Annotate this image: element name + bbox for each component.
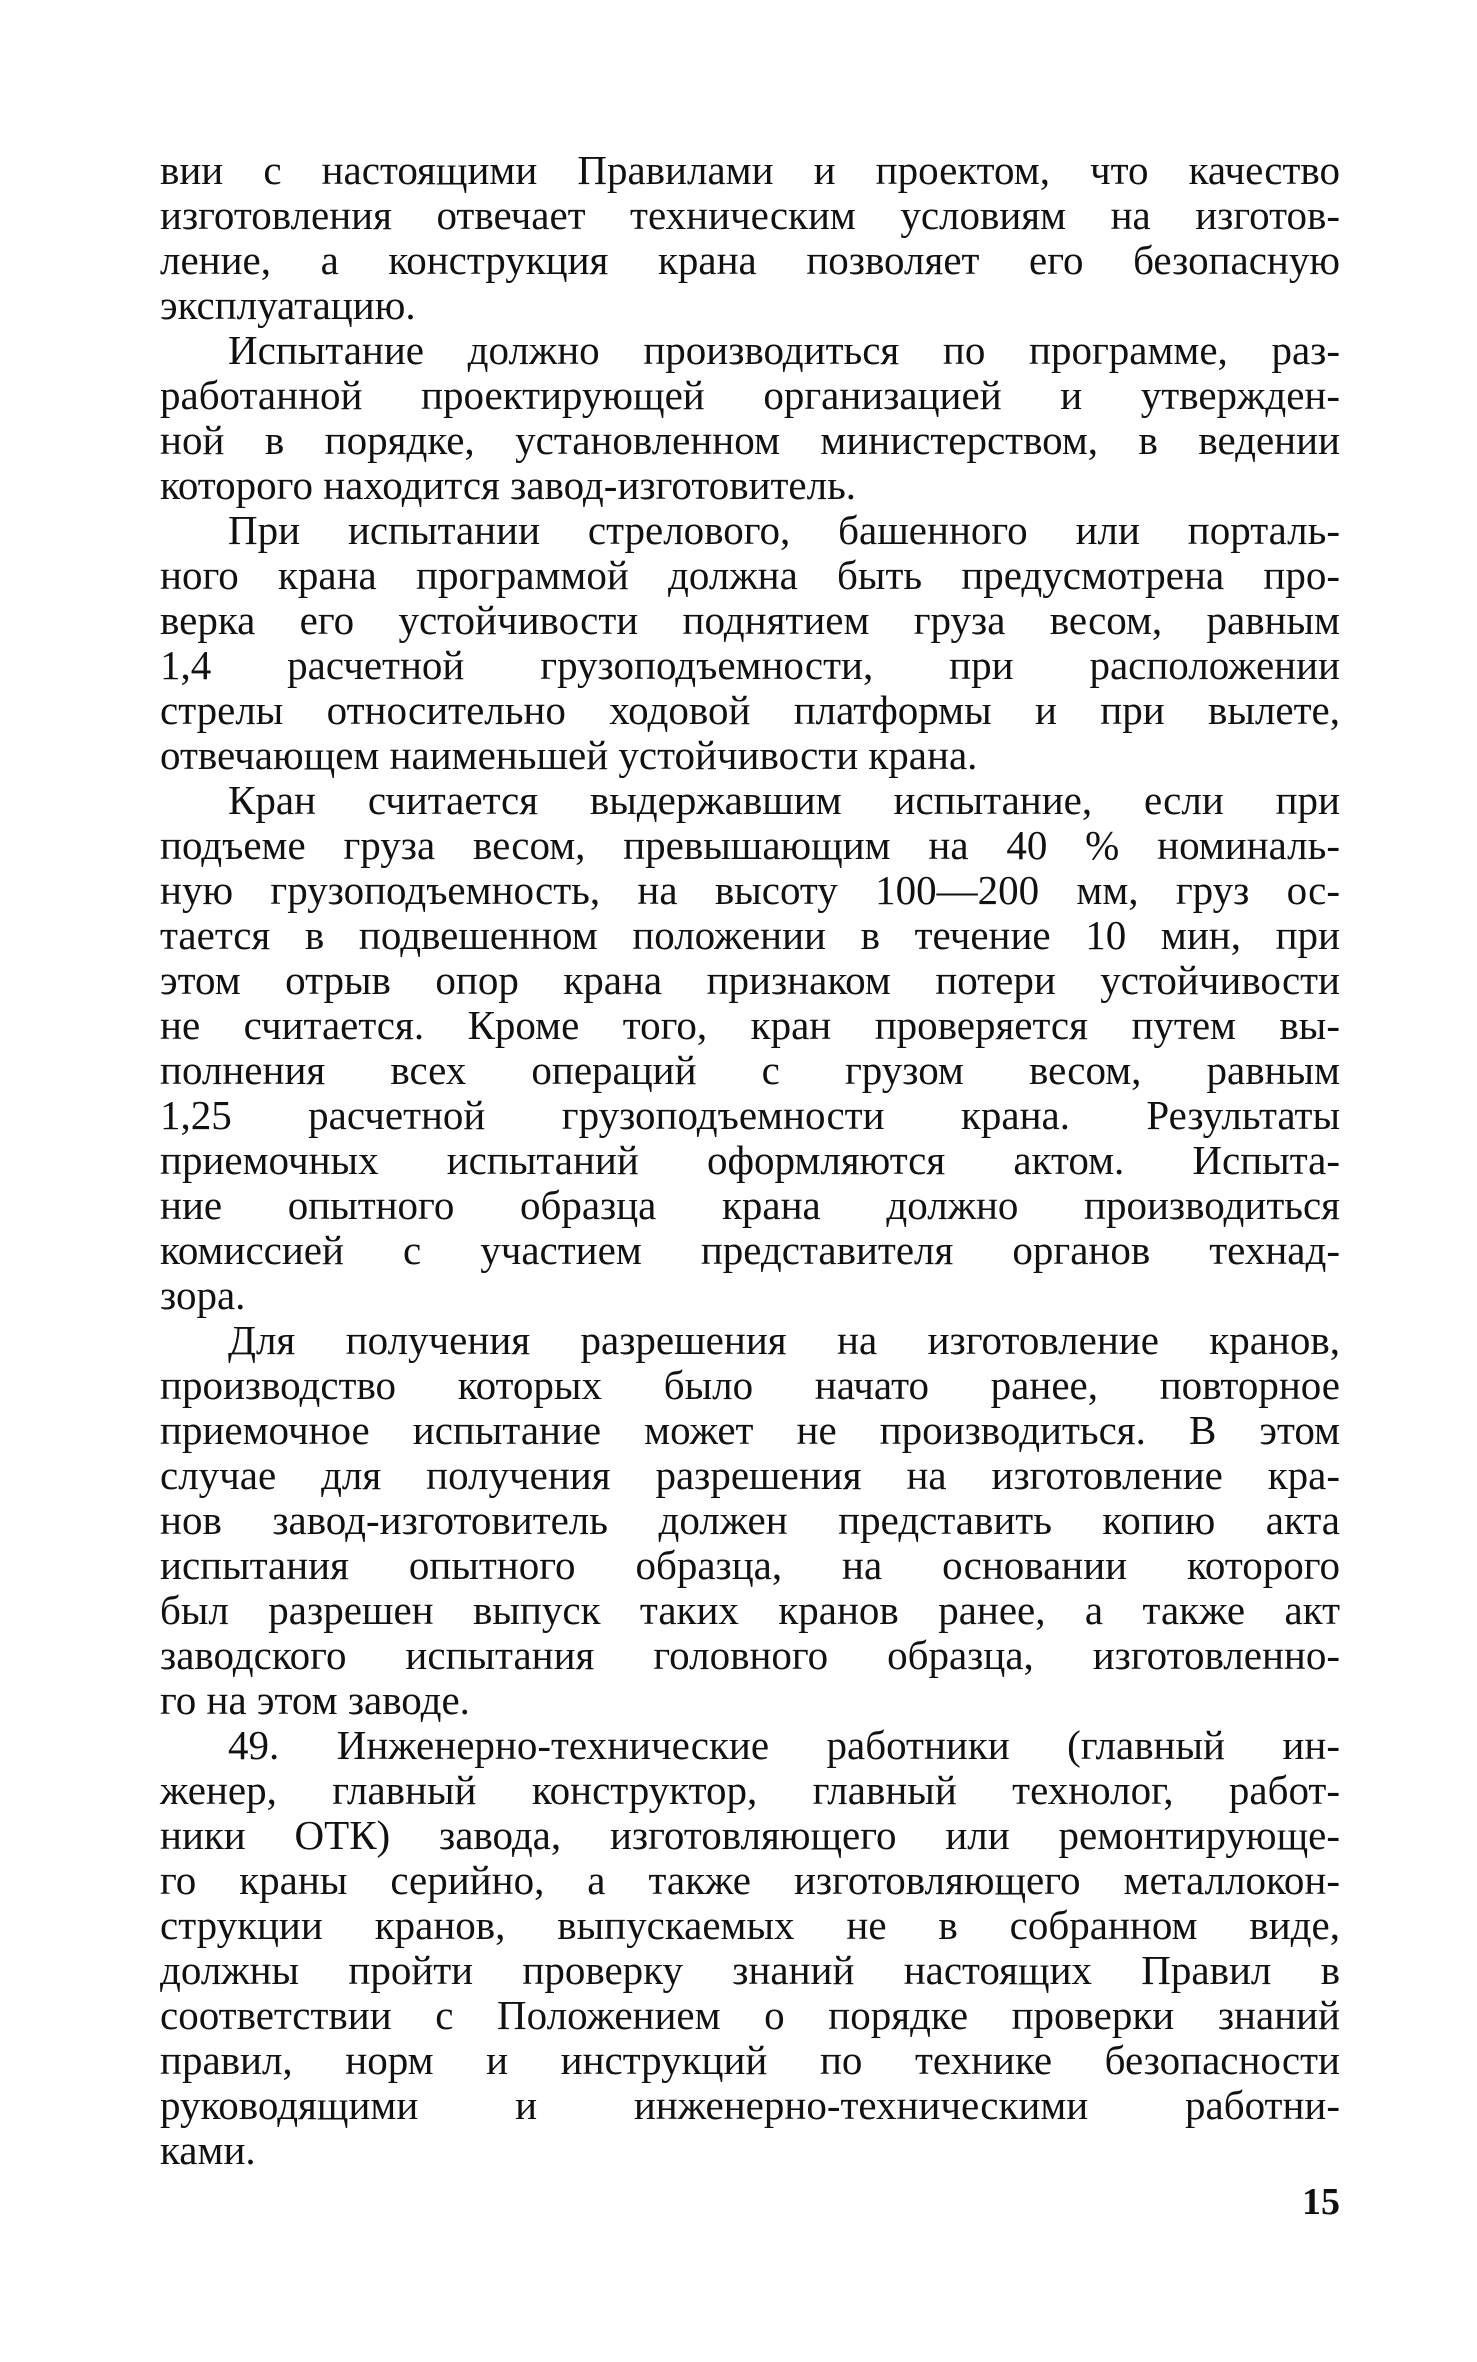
text-line: 1,25 расчетной грузоподъемности крана. Результаты xyxy=(160,1092,1340,1138)
text-line: ной в порядке, установленном министерством, в ведении xyxy=(160,417,1340,463)
text-line: вии с настоящими Правилами и проектом, что качество xyxy=(160,147,1340,193)
text-line: стрелы относительно ходовой платформы и при вылете, xyxy=(160,687,1340,733)
text-line: ние опытного образца крана должно производиться xyxy=(160,1182,1340,1228)
text-line: Испытание должно производиться по программе, раз- xyxy=(228,327,1340,373)
text-line: 49. Инженерно-технические работники (главный ин- xyxy=(228,1722,1340,1768)
text-line: работанной проектирующей организацией и утвержден- xyxy=(160,372,1340,418)
text-line: ление, а конструкция крана позволяет его безопасную xyxy=(160,237,1340,283)
text-line: тается в подвешенном положении в течение 10 мин, при xyxy=(160,912,1340,958)
text-line: правил, норм и инструкций по технике безопасности xyxy=(160,2037,1340,2083)
text-line: приемочное испытание может не производиться. В этом xyxy=(160,1407,1340,1453)
text-line: эксплуатацию. xyxy=(160,282,416,328)
text-line: этом отрыв опор крана признаком потери устойчивости xyxy=(160,957,1340,1003)
text-line: отвечающем наименьшей устойчивости крана. xyxy=(160,732,978,778)
text-line: 1,4 расчетной грузоподъемности, при расположении xyxy=(160,642,1340,688)
text-line: Для получения разрешения на изготовление кранов, xyxy=(228,1317,1340,1363)
text-line: не считается. Кроме того, кран проверяется путем вы- xyxy=(160,1002,1340,1048)
page-number: 15 xyxy=(1302,2181,1340,2223)
text-line: верка его устойчивости поднятием груза весом, равным xyxy=(160,597,1340,643)
text-line: го на этом заводе. xyxy=(160,1677,470,1723)
text-line: ками. xyxy=(160,2127,256,2173)
text-line: струкции кранов, выпускаемых не в собранном виде, xyxy=(160,1902,1340,1948)
text-line: был разрешен выпуск таких кранов ранее, а также акт xyxy=(160,1587,1340,1633)
text-line: случае для получения разрешения на изготовление кра- xyxy=(160,1452,1340,1498)
text-line: которого находится завод-изготовитель. xyxy=(160,462,857,508)
paragraph xyxy=(160,1318,1340,1723)
text-line: полнения всех операций с грузом весом, равным xyxy=(160,1047,1340,1093)
text-line: изготовления отвечает техническим условиям на изготов- xyxy=(160,192,1340,238)
paragraph xyxy=(160,148,1340,328)
text-line: ного крана программой должна быть предусмотрена про- xyxy=(160,552,1340,598)
text-line: ники ОТК) завода, изготовляющего или ремонтирующе- xyxy=(160,1812,1340,1858)
paragraph xyxy=(160,778,1340,1318)
text-line: соответствии с Положением о порядке проверки знаний xyxy=(160,1992,1340,2038)
text-line: женер, главный конструктор, главный технолог, работ- xyxy=(160,1767,1340,1813)
text-line: ную грузоподъемность, на высоту 100—200 мм, груз ос- xyxy=(160,867,1340,913)
text-line: зора. xyxy=(160,1272,246,1318)
text-line: комиссией с участием представителя органов технад- xyxy=(160,1227,1340,1273)
paragraph xyxy=(160,508,1340,778)
text-line: производство которых было начато ранее, повторное xyxy=(160,1362,1340,1408)
text-line: подъеме груза весом, превышающим на 40 % номиналь- xyxy=(160,822,1340,868)
text-line: При испытании стрелового, башенного или порталь- xyxy=(228,507,1340,553)
text-line: го краны серийно, а также изготовляющего металлокон- xyxy=(160,1857,1340,1903)
text-line: приемочных испытаний оформляются актом. Испыта- xyxy=(160,1137,1340,1183)
paragraph xyxy=(160,328,1340,508)
text-line: заводского испытания головного образца, изготовленно- xyxy=(160,1632,1340,1678)
text-line: испытания опытного образца, на основании которого xyxy=(160,1542,1340,1588)
text-line: руководящими и инженерно-техническими работни- xyxy=(160,2082,1340,2128)
text-line: Кран считается выдержавшим испытание, если при xyxy=(228,777,1340,823)
text-line: нов завод-изготовитель должен представить копию акта xyxy=(160,1497,1340,1543)
page-body xyxy=(160,148,1340,2173)
text-line: должны пройти проверку знаний настоящих Правил в xyxy=(160,1947,1340,1993)
paragraph xyxy=(160,1723,1340,2173)
